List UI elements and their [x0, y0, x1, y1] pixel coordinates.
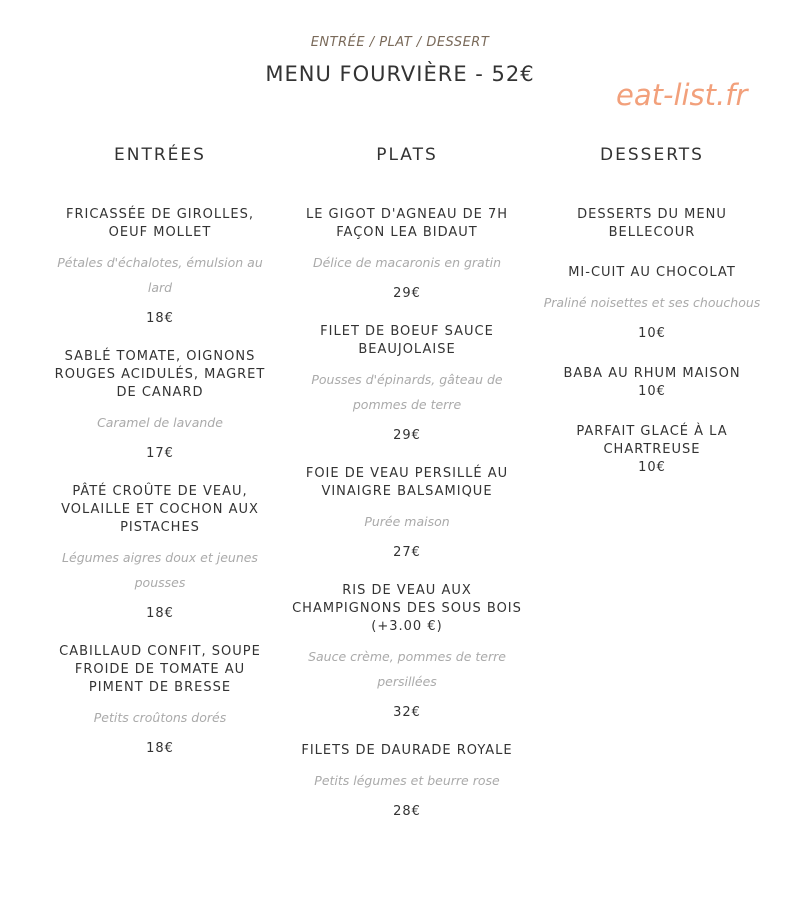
menu-item [45, 348, 275, 463]
item-description: Sauce crème, pommes de terre persillées [308, 649, 506, 689]
item-name: FILET DE BOEUF SAUCE BEAUJOLAISE [320, 324, 494, 357]
item-name: DESSERTS DU MENU BELLECOUR [577, 207, 727, 240]
item-description: Purée maison [364, 514, 450, 529]
item-name: FOIE DE VEAU PERSILLÉ AU VINAIGRE BALSAMIQUE [305, 466, 509, 499]
menu-item [537, 423, 767, 477]
column-entrees [45, 140, 275, 778]
item-price: 32€ [393, 705, 421, 720]
watermark-logo: eat-list.fr [616, 78, 748, 112]
item-description: Caramel de lavande [97, 415, 223, 430]
menu-item [292, 742, 522, 821]
item-price: 29€ [393, 286, 421, 301]
item-name: FRICASSÉE DE GIROLLES, OEUF MOLLET [66, 207, 254, 240]
item-name: BABA AU RHUM MAISON [563, 366, 741, 381]
item-price: 10€ [638, 326, 666, 341]
menu-title: MENU FOURVIÈRE - 52€ [265, 62, 535, 86]
column-desserts [537, 140, 767, 499]
item-name: LE GIGOT D'AGNEAU DE 7H FAÇON LEA BIDAUT [305, 207, 509, 240]
item-description: Légumes aigres doux et jeunes pousses [62, 550, 258, 590]
item-description: Praliné noisettes et ses chouchous [543, 295, 761, 310]
menu-item [292, 582, 522, 722]
menu-item [292, 206, 522, 303]
column-plats [292, 140, 522, 841]
item-name: RIS DE VEAU AUX CHAMPIGNONS DES SOUS BOIS (+3.00 €) [292, 583, 522, 634]
item-description: Pousses d'épinards, gâteau de pommes de terre [311, 372, 503, 412]
item-name: CABILLAUD CONFIT, SOUPE FROIDE DE TOMATE AU PIMENT DE BRESSE [59, 644, 261, 695]
item-description: Délice de macaronis en gratin [312, 255, 502, 270]
menu-item [537, 365, 767, 401]
item-name: FILETS DE DAURADE ROYALE [301, 743, 513, 758]
column-heading: PLATS [376, 145, 438, 165]
item-price: 18€ [146, 311, 174, 326]
menu-item [292, 323, 522, 445]
menu-item [537, 264, 767, 343]
item-price: 10€ [638, 460, 666, 475]
item-price: 27€ [393, 545, 421, 560]
item-price: 18€ [146, 606, 174, 621]
menu-item [537, 206, 767, 242]
menu-item [45, 206, 275, 328]
item-name: SABLÉ TOMATE, OIGNONS ROUGES ACIDULÉS, MAGRET DE CANARD [54, 349, 266, 400]
column-heading: DESSERTS [600, 145, 704, 165]
menu-item [45, 643, 275, 758]
menu-item [292, 465, 522, 562]
item-price: 28€ [393, 804, 421, 819]
item-description: Petits croûtons dorés [93, 710, 227, 725]
column-heading: ENTRÉES [114, 145, 206, 165]
item-price: 10€ [638, 384, 666, 399]
menu-item [45, 483, 275, 623]
item-description: Petits légumes et beurre rose [314, 773, 500, 788]
item-name: MI-CUIT AU CHOCOLAT [568, 265, 736, 280]
menu-subtitle: ENTRÉE / PLAT / DESSERT [310, 35, 490, 50]
item-price: 17€ [146, 446, 174, 461]
item-description: Pétales d'échalotes, émulsion au lard [57, 255, 263, 295]
item-name: PARFAIT GLACÉ À LA CHARTREUSE [576, 424, 728, 457]
item-name: PÂTÉ CROÛTE DE VEAU, VOLAILLE ET COCHON AUX PISTACHES [61, 484, 259, 535]
item-price: 18€ [146, 741, 174, 756]
item-price: 29€ [393, 428, 421, 443]
